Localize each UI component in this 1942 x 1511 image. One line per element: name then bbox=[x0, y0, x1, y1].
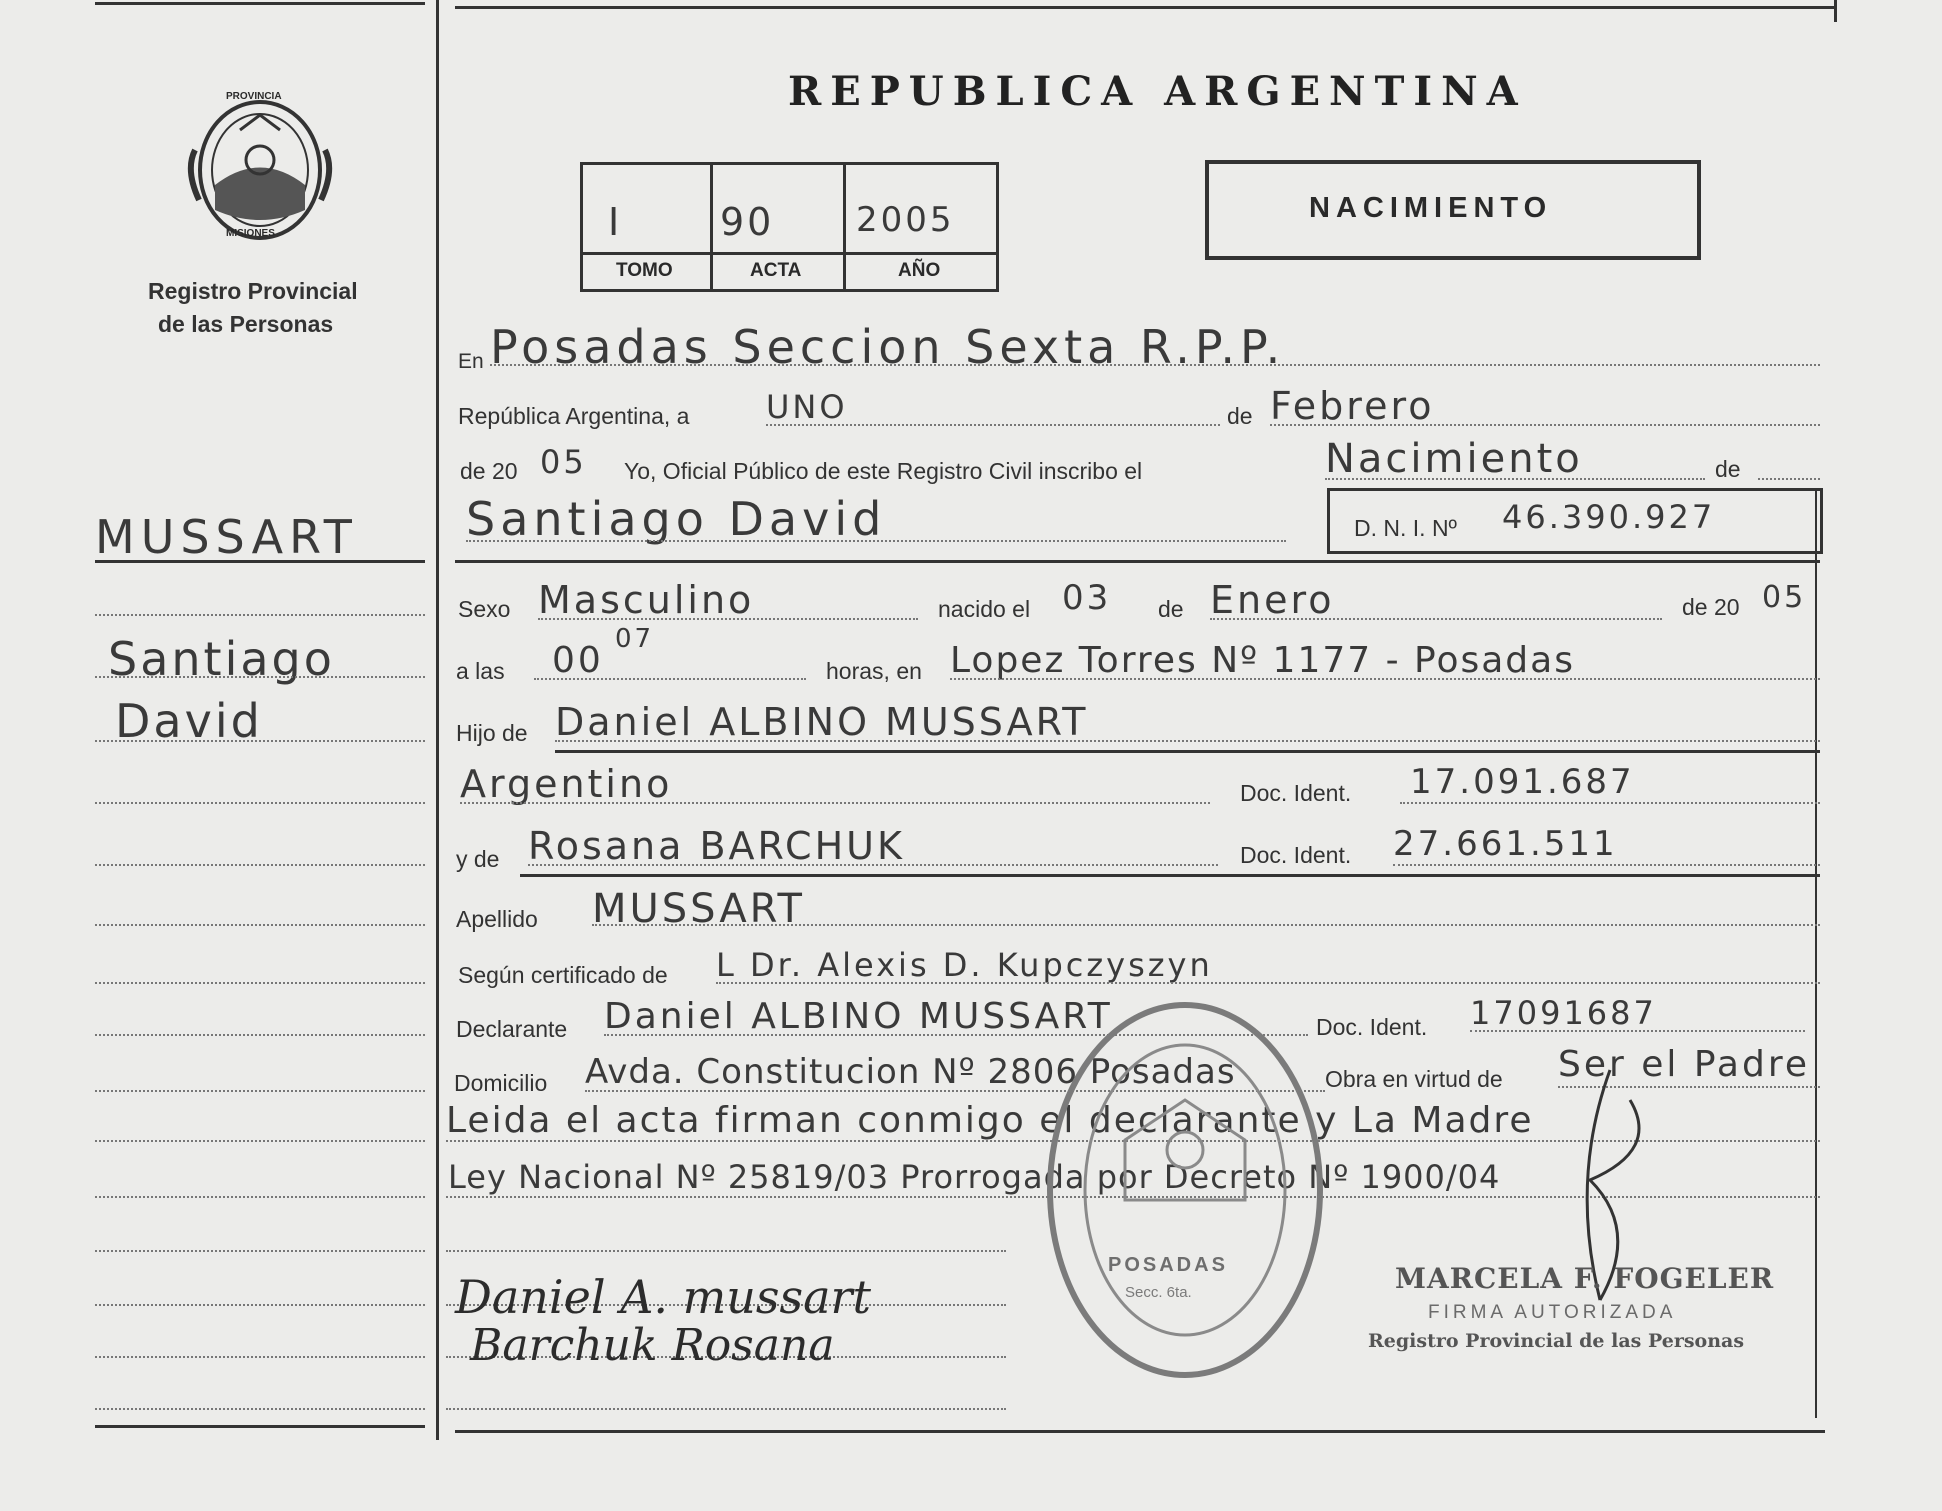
horas-label: horas, en bbox=[826, 658, 922, 684]
bottom-rule-left bbox=[95, 1425, 425, 1428]
certificate-by-value: L Dr. Alexis D. Kupczyszyn bbox=[716, 946, 1213, 984]
officer-text: Yo, Oficial Público de este Registro Civil inscribo el bbox=[624, 458, 1143, 484]
dni-value: 46.390.927 bbox=[1502, 498, 1716, 536]
domicilio-label: Domicilio bbox=[454, 1070, 548, 1096]
obra-label: Obra en virtud de bbox=[1325, 1066, 1503, 1092]
segun-label: Según certificado de bbox=[458, 962, 668, 988]
record-divider-1 bbox=[710, 162, 713, 290]
apellido-value: MUSSART bbox=[592, 886, 805, 932]
margin-line bbox=[95, 740, 425, 742]
mother-rule bbox=[520, 874, 1820, 877]
ano-label: AÑO bbox=[898, 260, 941, 281]
certificate-line bbox=[716, 982, 1820, 984]
year-label: de 20 bbox=[460, 458, 518, 484]
father-signature: Daniel A. mussart bbox=[455, 1270, 872, 1324]
right-border bbox=[1815, 488, 1817, 1418]
mother-signature: Barchuk Rosana bbox=[470, 1320, 835, 1371]
birth-place-line bbox=[950, 678, 1820, 680]
record-label-rule bbox=[580, 252, 996, 255]
registry-name-line2: de las Personas bbox=[158, 311, 334, 337]
father-doc-line bbox=[1400, 802, 1820, 804]
day-word-value: UNO bbox=[766, 388, 848, 426]
birth-month-line bbox=[1210, 618, 1662, 620]
margin-line bbox=[95, 676, 425, 678]
stamp-inner-sub: Secc. 6ta. bbox=[1125, 1284, 1192, 1301]
country-title: REPUBLICA ARGENTINA bbox=[788, 68, 1527, 115]
blank-line bbox=[446, 1250, 1006, 1252]
margin-line bbox=[95, 1408, 425, 1410]
de3-label: de bbox=[1158, 596, 1184, 622]
bottom-rule-right bbox=[455, 1430, 1825, 1433]
official-name: MARCELA F. FOGELER bbox=[1395, 1262, 1775, 1295]
birth-year-value: 05 bbox=[1762, 580, 1807, 615]
official-role: FIRMA AUTORIZADA bbox=[1428, 1302, 1677, 1323]
a-las-label: a las bbox=[456, 658, 505, 684]
margin-surname: MUSSART bbox=[95, 510, 358, 564]
place-value: Posadas Seccion Sexta R.P.P. bbox=[490, 320, 1286, 374]
place-line bbox=[490, 364, 1820, 366]
record-divider-2 bbox=[843, 162, 846, 290]
nacido-label: nacido el bbox=[938, 596, 1031, 622]
margin-name1: Santiago bbox=[108, 632, 335, 686]
mother-doc-value: 27.661.511 bbox=[1393, 824, 1618, 864]
de-label: de bbox=[1227, 403, 1253, 429]
birth-year-label: de 20 bbox=[1682, 594, 1740, 620]
month-value: Febrero bbox=[1270, 384, 1435, 428]
act-type-line bbox=[1325, 478, 1705, 480]
registry-name-line1: Registro Provincial bbox=[148, 278, 358, 304]
official-office: Registro Provincial de las Personas bbox=[1368, 1330, 1745, 1352]
margin-line bbox=[95, 802, 425, 804]
margin-line bbox=[95, 1034, 425, 1036]
declarante-doc-value: 17091687 bbox=[1470, 994, 1657, 1032]
month-line bbox=[1270, 424, 1820, 426]
hour-value: 00 bbox=[552, 640, 604, 681]
seal-bottom-text: MISIONES bbox=[226, 228, 275, 239]
margin-line bbox=[95, 982, 425, 984]
ano-value: 2005 bbox=[856, 200, 955, 240]
doc-ident-label-2: Doc. Ident. bbox=[1240, 842, 1352, 868]
note-line-1: Leida el acta firman conmigo el declarante y La Madre bbox=[446, 1100, 1534, 1141]
birth-month-value: Enero bbox=[1210, 578, 1335, 622]
act-type-value: Nacimiento bbox=[1325, 436, 1583, 482]
mother-doc-line bbox=[1393, 864, 1820, 866]
apellido-label: Apellido bbox=[456, 906, 538, 932]
year-value: 05 bbox=[540, 443, 587, 481]
margin-name2: David bbox=[115, 694, 263, 748]
person-name-value: Santiago David bbox=[466, 492, 887, 546]
sexo-value: Masculino bbox=[538, 578, 755, 622]
margin-surname-rule bbox=[95, 560, 425, 563]
birth-place-value: Lopez Torres Nº 1177 - Posadas bbox=[950, 640, 1575, 681]
mother-name-line bbox=[528, 864, 1218, 866]
republica-label: República Argentina, a bbox=[458, 403, 690, 429]
dni-label: D. N. I. Nº bbox=[1354, 515, 1457, 541]
margin-line bbox=[95, 1304, 425, 1306]
tomo-value: I bbox=[608, 200, 623, 244]
doc-ident-label-3: Doc. Ident. bbox=[1316, 1014, 1428, 1040]
minute-value: 07 bbox=[615, 624, 655, 654]
margin-line bbox=[95, 1250, 425, 1252]
father-name-line bbox=[555, 740, 1820, 742]
margin-line bbox=[95, 924, 425, 926]
declarante-name-value: Daniel ALBINO MUSSART bbox=[604, 996, 1113, 1037]
top-rule-left bbox=[95, 2, 425, 5]
doc-type-label: NACIMIENTO bbox=[1309, 192, 1553, 224]
obra-value: Ser el Padre bbox=[1558, 1044, 1810, 1085]
section-rule bbox=[455, 560, 1820, 563]
sexo-label: Sexo bbox=[458, 596, 511, 622]
tomo-label: TOMO bbox=[616, 260, 673, 281]
margin-line bbox=[95, 864, 425, 866]
column-divider bbox=[436, 0, 439, 1440]
doc-ident-label: Doc. Ident. bbox=[1240, 780, 1352, 806]
domicilio-value: Avda. Constitucion Nº 2806 Posadas bbox=[585, 1052, 1236, 1092]
sexo-line bbox=[538, 618, 918, 620]
declarante-doc-line bbox=[1470, 1030, 1805, 1032]
stamp-inner-text: POSADAS bbox=[1108, 1254, 1228, 1276]
father-nationality-value: Argentino bbox=[460, 762, 673, 806]
father-doc-value: 17.091.687 bbox=[1410, 762, 1635, 802]
margin-line bbox=[95, 1140, 425, 1142]
acta-value: 90 bbox=[720, 200, 775, 244]
de2-label: de bbox=[1715, 456, 1741, 482]
right-edge-tick bbox=[1834, 0, 1837, 22]
blank-line bbox=[446, 1408, 1006, 1410]
provincial-seal-icon bbox=[185, 90, 335, 250]
mother-name-value: Rosana BARCHUK bbox=[528, 824, 905, 868]
margin-line bbox=[95, 1196, 425, 1198]
father-name-value: Daniel ALBINO MUSSART bbox=[555, 700, 1089, 744]
apellido-line bbox=[592, 924, 1820, 926]
father-rule bbox=[555, 750, 1820, 753]
day-word-line bbox=[766, 424, 1220, 426]
person-name-line bbox=[466, 540, 1286, 542]
hijo-label: Hijo de bbox=[456, 720, 528, 746]
seal-top-text: PROVINCIA bbox=[226, 91, 282, 102]
y-de-label: y de bbox=[456, 846, 500, 872]
margin-line bbox=[95, 1356, 425, 1358]
en-label: En bbox=[458, 350, 484, 373]
margin-line bbox=[95, 614, 425, 616]
top-rule-right bbox=[455, 6, 1835, 9]
birth-day-value: 03 bbox=[1062, 578, 1112, 618]
nationality-line bbox=[460, 802, 1210, 804]
acta-label: ACTA bbox=[750, 260, 802, 281]
official-stamp-icon bbox=[1030, 990, 1340, 1390]
declarante-label: Declarante bbox=[456, 1016, 568, 1042]
de2-line bbox=[1758, 478, 1820, 480]
note-line-2: Ley Nacional Nº 25819/03 Prorrogada por Decreto Nº 1900/04 bbox=[448, 1158, 1501, 1196]
hour-line bbox=[534, 678, 806, 680]
margin-line bbox=[95, 1090, 425, 1092]
